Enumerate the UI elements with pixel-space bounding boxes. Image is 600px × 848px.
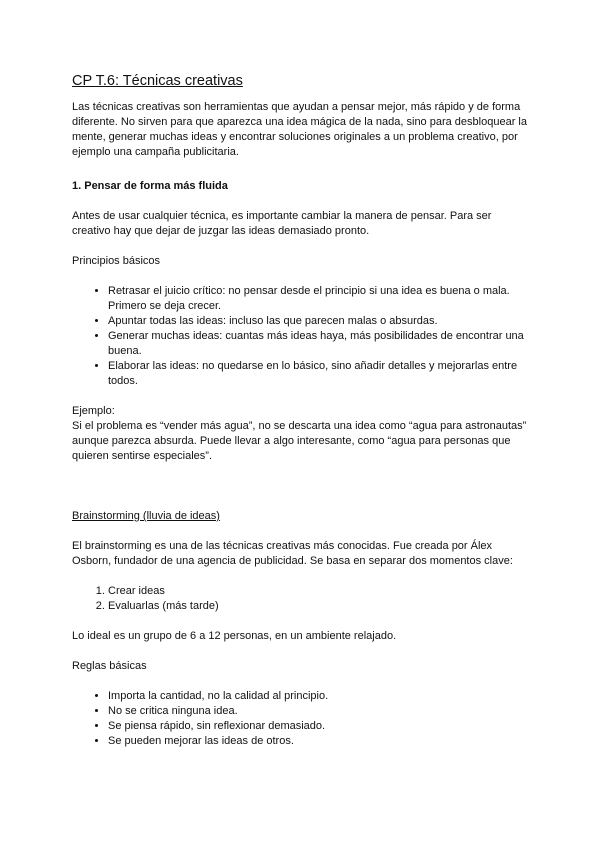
document-page	[72, 72, 532, 749]
page-title: CP T.6: Técnicas creativas	[72, 73, 243, 89]
section-heading-fluid-thinking: 1. Pensar de forma más fluida	[72, 180, 228, 192]
list-item: • Importa la cantidad, no la calidad al principio.	[108, 689, 532, 704]
rules-list	[72, 689, 532, 749]
list-item: 2. Evaluarlas (más tarde)	[108, 599, 532, 614]
group-size-paragraph: Lo ideal es un grupo de 6 a 12 personas, en un ambiente relajado.	[72, 630, 397, 642]
brainstorming-paragraph: El brainstorming es una de las técnicas creativas más conocidas. Fue creada por Álex Osborn, fundador de una agencia de publicidad. Se basa en separar dos momentos clave:	[72, 540, 513, 567]
fluid-thinking-paragraph: Antes de usar cualquier técnica, es importante cambiar la manera de pensar. Para ser creativo hay que dejar de juzgar las ideas demasiado pronto.	[72, 210, 492, 237]
brainstorming-heading: Brainstorming (lluvia de ideas)	[72, 510, 220, 522]
principles-title: Principios básicos	[72, 255, 161, 267]
list-item: • Se pueden mejorar las ideas de otros.	[108, 734, 532, 749]
principles-list	[72, 284, 532, 389]
list-item: • Generar muchas ideas: cuantas más ideas haya, más posibilidades de encontrar una buena.	[108, 329, 532, 359]
list-item: • Se piensa rápido, sin reflexionar demasiado.	[108, 719, 532, 734]
list-item: • Retrasar el juicio crítico: no pensar desde el principio si una idea es buena o mala. Primero se deja crecer.	[108, 284, 532, 314]
intro-paragraph: Las técnicas creativas son herramientas que ayudan a pensar mejor, más rápido y de forma diferente. No sirven para que aparezca una idea mágica de la nada, sino para desbloquear la mente, generar muchas ideas y encontrar soluciones originales a un problema creativo, por ejemplo una campaña publicitaria.	[72, 101, 527, 158]
brainstorming-steps-list	[72, 584, 532, 614]
example-text: Si el problema es “vender más agua”, no se descarta una idea como “agua para astronautas” aunque parezca absurda. Puede llevar a algo interesante, como “agua para personas que quieren sentirse especiales”.	[72, 420, 527, 462]
rules-title: Reglas básicas	[72, 660, 147, 672]
example-label: Ejemplo:	[72, 405, 115, 417]
list-item: • Elaborar las ideas: no quedarse en lo básico, sino añadir detalles y mejorarlas entre todos.	[108, 359, 532, 389]
list-item: 1. Crear ideas	[108, 584, 532, 599]
list-item: • Apuntar todas las ideas: incluso las que parecen malas o absurdas.	[108, 314, 532, 329]
list-item: • No se critica ninguna idea.	[108, 704, 532, 719]
